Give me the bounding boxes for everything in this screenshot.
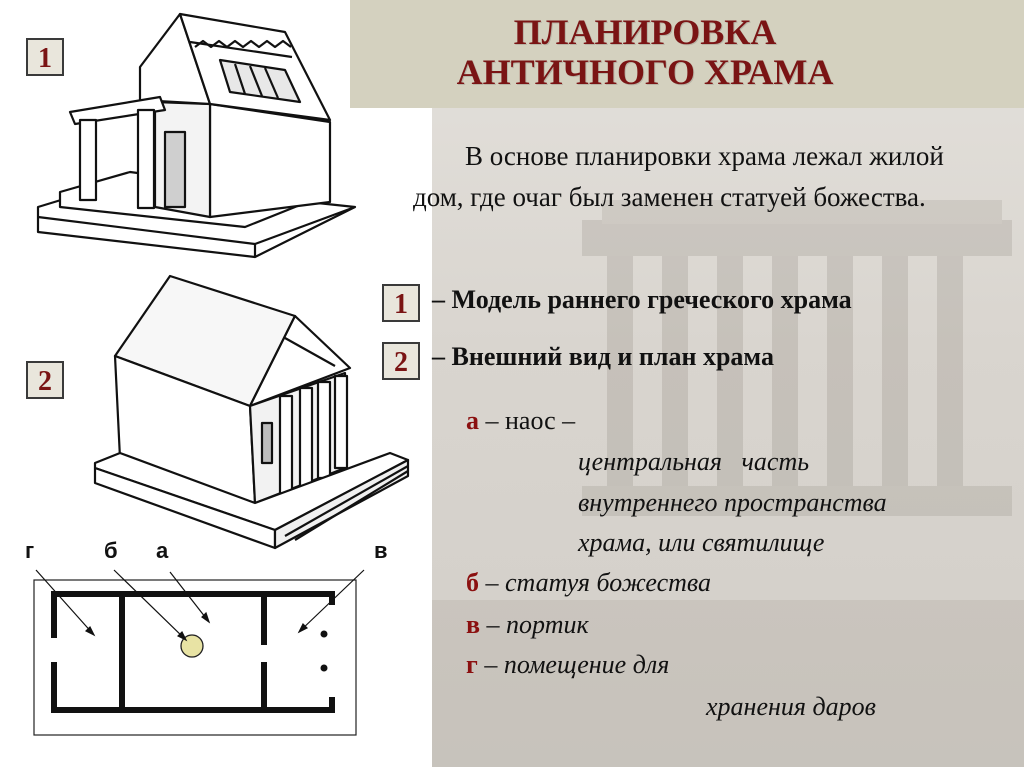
definition-v [466,610,589,640]
legend-item-1: – Модель раннего греческого храма [432,285,852,314]
definition-a-desc-1: центральная часть [578,447,810,476]
definition-b [466,568,711,598]
badge-2-left: 2 [26,361,64,399]
plan-label-b: б [104,538,118,563]
definition-a-key: а [466,406,479,435]
definition-g-key: г [466,650,478,679]
page-title [350,12,940,92]
title-line-2: АНТИЧНОГО ХРАМА [456,52,834,92]
definition-g-desc: хранения даров [706,692,876,721]
definition-v-key: в [466,610,481,639]
definition-a-desc-3: храма, или святилище [578,528,825,557]
title-line-1: ПЛАНИРОВКА [513,12,777,52]
plan-label-g: г [25,538,35,563]
badge-1-left: 1 [26,38,64,76]
intro-paragraph [413,136,993,218]
definition-v-text: – портик [480,610,589,639]
early-temple-model-drawing [30,12,370,277]
plan-label-v: в [374,538,388,563]
plan-label-a: а [156,538,169,563]
definition-g [466,650,669,680]
classical-temple-drawing [90,268,420,558]
legend-item-2: – Внешний вид и план храма [432,342,774,371]
definition-a-text: – наос – [479,406,576,435]
definition-b-key: б [466,568,479,597]
definition-b-text: – статуя божества [479,568,712,597]
intro-text: В основе планировки храма лежал жилой дом, где очаг был заменен статуей божества. [413,141,944,212]
temple-floor-plan [14,560,414,745]
definition-a [466,406,575,436]
badge-1-legend: 1 [382,284,420,322]
definition-a-desc-2: внутреннего пространства [578,488,887,517]
definition-g-text: – помещение для [477,650,670,679]
badge-2-legend: 2 [382,342,420,380]
